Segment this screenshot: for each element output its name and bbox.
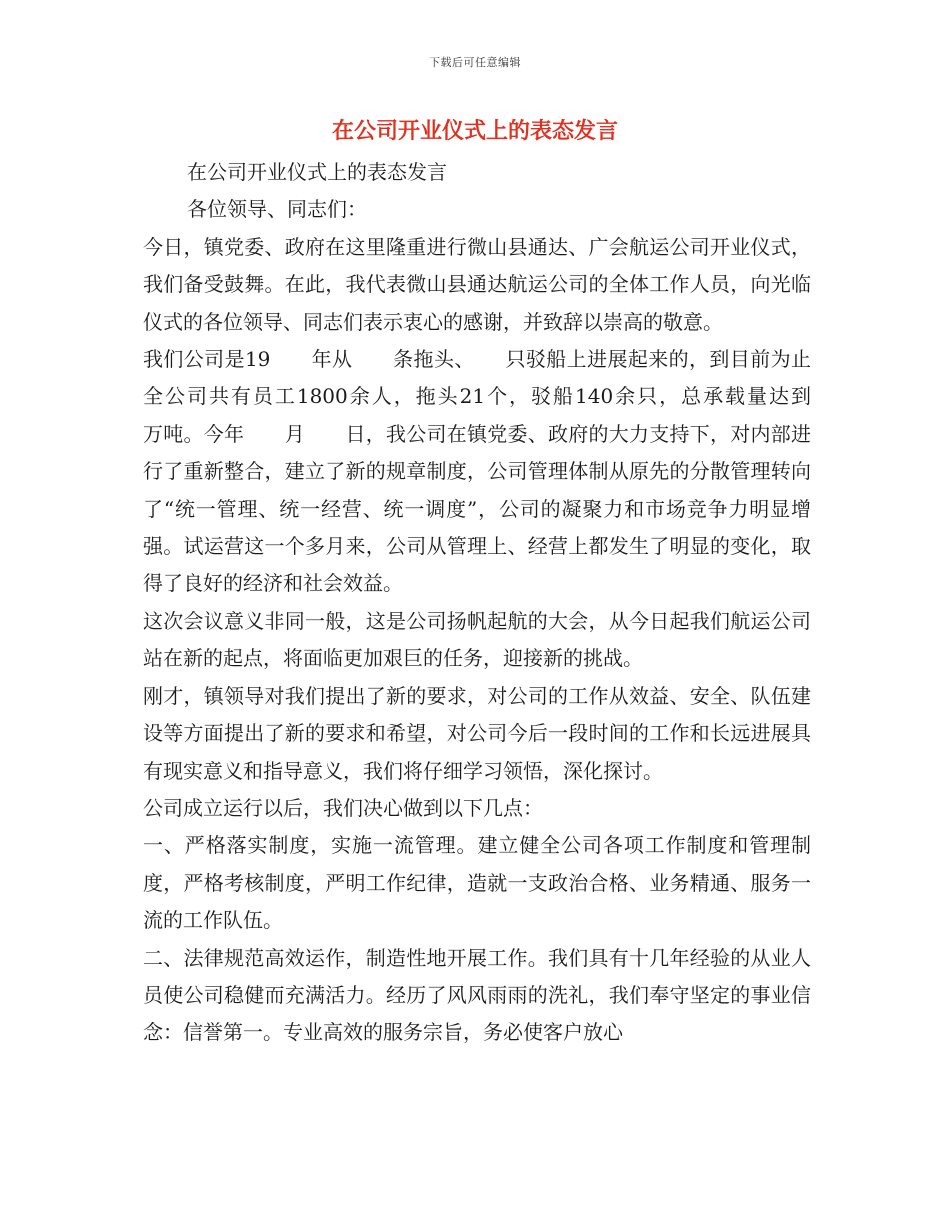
paragraph-meeting-significance: 这次会议意义非同一般，这是公司扬帆起航的大会，从今日起我们航运公司站在新的起点，将面临更加艰巨的任务，迎接新的挑战。: [143, 608, 811, 671]
page-header: 下载后可任意编辑: [429, 56, 521, 69]
paragraph-leader-requirements: 刚才，镇领导对我们提出了新的要求，对公司的工作从效益、安全、队伍建设等方面提出了新的要求和希望，对公司今后一段时间的工作和长远进展具有现实意义和指导意义，我们将仔细学习领悟，深化探讨。: [143, 683, 811, 783]
document-body: [143, 154, 851, 1052]
greeting: 各位领导、同志们：: [187, 197, 367, 222]
paragraph-commitments-intro: 公司成立运行以后，我们决心做到以下几点：: [143, 795, 543, 820]
document-subtitle: 在公司开业仪式上的表态发言: [187, 160, 447, 184]
paragraph-commitment-two: 二、法律规范高效运作，制造性地开展工作。我们具有十几年经验的从业人员使公司稳健而充满活力。经历了风风雨雨的洗礼，我们奉守坚定的事业信念：信誉第一。专业高效的服务宗旨，务必使客户放心: [143, 945, 811, 1045]
paragraph-opening: 今日，镇党委、政府在这里隆重进行微山县通达、广会航运公司开业仪式，我们备受鼓舞。在此，我代表微山县通达航运公司的全体工作人员，向光临仪式的各位领导、同志们表示衷心的感谢，并致辞以崇高的敬意。: [143, 234, 811, 334]
paragraph-company-history: 我们公司是19 年从 条拖头、 只驳船上进展起来的，到目前为止全公司共有员工1800余人，拖头21个，驳船140余只，总承载量达到 万吨。今年 月 日，我公司在镇党委、政府的大力支持下，对内部进行了重新整合，建立了新的规章制度，公司管理体制从原先的分散管理转向了“统一管理、统一经营、统一调度”，公司的凝聚力和市场竞争力明显增强。试运营这一个多月来，公司从管理上、经营上都发生了明显的变化，取得了良好的经济和社会效益。: [143, 347, 851, 596]
document-title: 在公司开业仪式上的表态发言: [331, 118, 618, 144]
paragraph-commitment-one: 一、严格落实制度，实施一流管理。建立健全公司各项工作制度和管理制度，严格考核制度，严明工作纪律，造就一支政治合格、业务精通、服务一流的工作队伍。: [143, 833, 811, 933]
